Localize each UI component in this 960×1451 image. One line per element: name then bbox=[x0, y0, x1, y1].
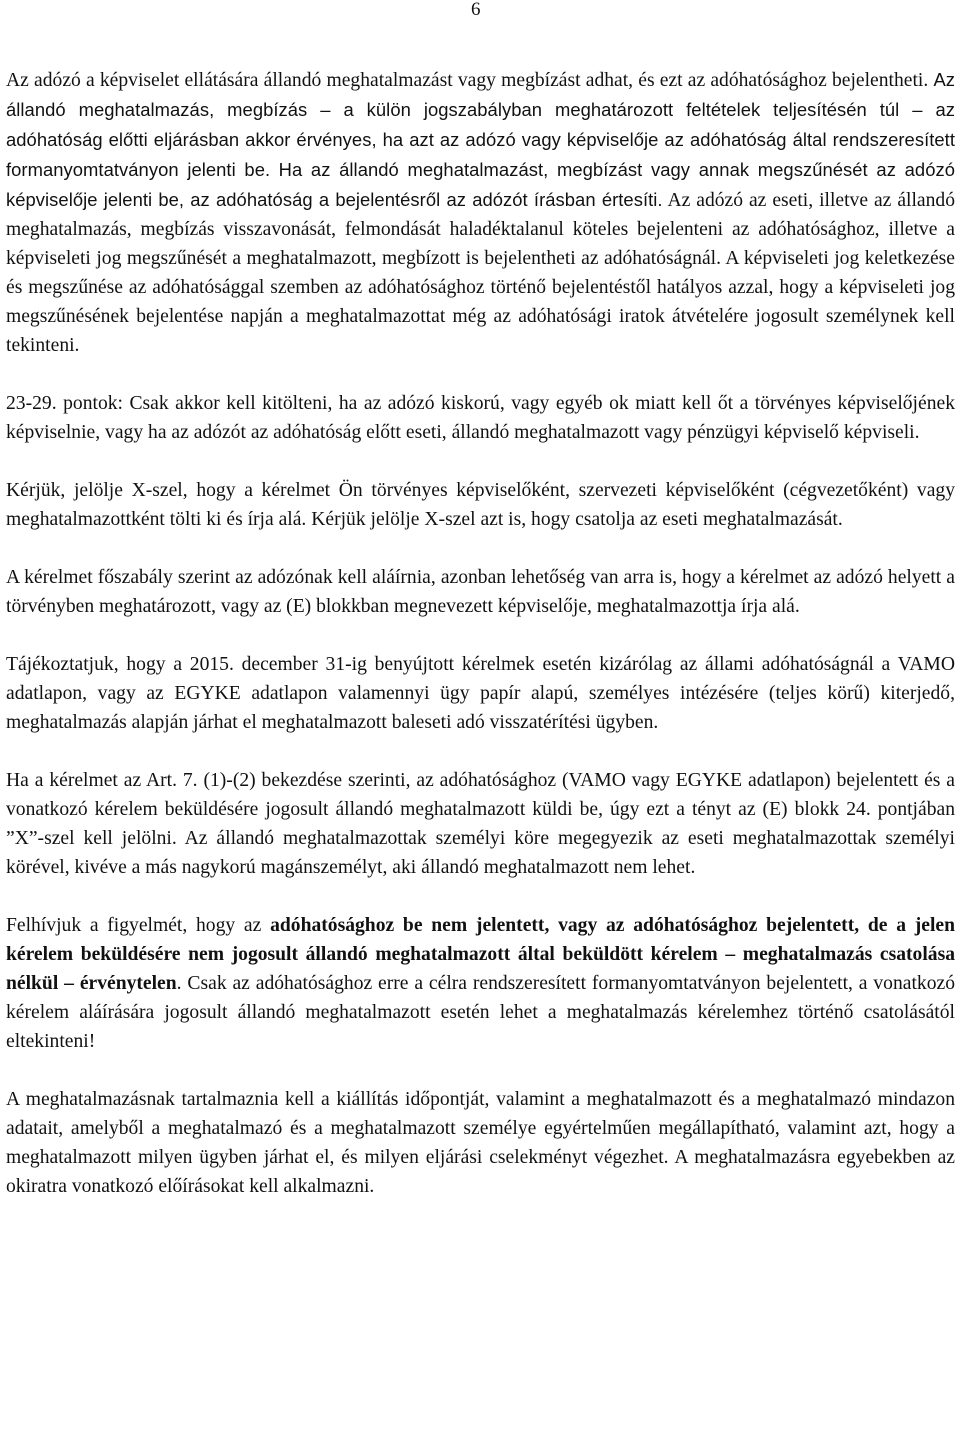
paragraph-points-23-29: 23-29. pontok: Csak akkor kell kitölteni, ha az adózó kiskorú, vagy egyéb ok miatt kell őt a törvényes képviselőjének képviselnie, vagy ha az adózót az adóhatóság előtt eseti, állandó meghatalmazott vagy pénzügyi képviselő képviseli. bbox=[6, 393, 955, 443]
sentence-standing-authorization: Az adózó a képviselet ellátására állandó meghatalmazást vagy megbízást adhat, és ezt az adóhatósághoz bejelentheti. bbox=[6, 70, 929, 91]
warning-lead: Felhívjuk a figyelmét, hogy az bbox=[6, 915, 271, 936]
paragraph-information-2015: Tájékoztatjuk, hogy a 2015. december 31-ig benyújtott kérelmek esetén kizárólag az állami adóhatóságnál a VAMO adatlapon, vagy az EGYKE adatlapon valamennyi ügy papír alapú, személyes intézésére (teljes körű) kiterjedő, meghatalmazás alapján járhat el meghatalmazott baleseti adó visszatérítési ügyben. bbox=[6, 654, 955, 733]
sentence-notification: Ha az állandó meghatalmazást, megbízást vagy annak megszűnését az adózó képviselője jelenti be, az adóhatóság a bejelentésről az adózót írásban értesíti. bbox=[6, 159, 956, 210]
warning-bold-text: adóhatósághoz be nem jelentett, vagy az adóhatósághoz bejelentett, de a jelen kérelem beküldésére nem jogosult állandó meghatalmazott által beküldött kérelem – meghatalmazás csatolása nélkül – érvénytelen bbox=[6, 915, 955, 994]
paragraph-warning bbox=[6, 911, 955, 1056]
document-body bbox=[6, 65, 955, 1201]
paragraph-art-7: Ha a kérelmet az Art. 7. (1)-(2) bekezdése szerinti, az adóhatósághoz (VAMO vagy EGYKE adatlapon) bejelentett és a vonatkozó kérelem beküldésére jogosult állandó meghatalmazott küldi be, úgy ezt a tényt az (E) blokk 24. pontjában ”X”-szel kell jelölni. Az állandó meghatalmazottak személyi köre megegyezik az eseti meghatalmazottak személyi körével, kivéve a más nagykorú magánszemélyt, aki állandó meghatalmazott nem lehet. bbox=[6, 770, 955, 878]
sentence-validity-conditions: Az állandó meghatalmazás, megbízás – a külön jogszabályban meghatározott feltételek teljesítésén túl – az adóhatóság előtti eljárásban akkor érvényes, ha azt az adózó vagy képviselője az adóhatóság által rendszeresített formanyomtatványon jelenti be. bbox=[6, 69, 955, 180]
sentence-revocation: Az adózó az eseti, illetve az állandó meghatalmazás, megbízás visszavonását, felmondását haladéktalanul köteles bejelenteni az adóhatósághoz, illetve a képviseleti jog megszűnését a meghatalmazott, megbízott is bejelentheti az adóhatóságnál. A képviseleti jog keletkezése és megszűnése az adóhatósággal szemben az adóhatósághoz történő bejelentéstől hatályos azzal, hogy a képviseleti jog megszűnésének bejelentése napján a meghatalmazottat még az adóhatósági iratok átvételére jogosult személynek kell tekinteni. bbox=[6, 190, 955, 356]
paragraph-mark-x: Kérjük, jelölje X-szel, hogy a kérelmet Ön törvényes képviselőként, szervezeti képviselőként (cégvezetőként) vagy meghatalmazottként tölti ki és írja alá. Kérjük jelölje X-szel azt is, hogy csatolja az eseti meghatalmazását. bbox=[6, 480, 955, 530]
paragraph-signature: A kérelmet főszabály szerint az adózónak kell aláírnia, azonban lehetőség van arra is, hogy a kérelmet az adózó helyett a törvényben meghatározott, vagy az (E) blokkban megnevezett képviselője, meghatalmazottja írja alá. bbox=[6, 567, 955, 617]
warning-tail: . Csak az adóhatósághoz erre a célra rendszeresített formanyomtatványon bejelentett, a vonatkozó kérelem aláírására jogosult állandó meghatalmazott esetén lehet a meghatalmazás kérelemhez történő csatolásától eltekinteni! bbox=[6, 973, 955, 1052]
paragraph-authorization-content: A meghatalmazásnak tartalmaznia kell a kiállítás időpontját, valamint a meghatalmazott és a meghatalmazó mindazon adatait, amelyből a meghatalmazó és a meghatalmazott személye egyértelműen megállapítható, valamint azt, hogy a meghatalmazott milyen ügyben járhat el, és milyen eljárási cselekményt végezhet. A meghatalmazásra egyebekben az okiratra vonatkozó előírásokat kell alkalmazni. bbox=[6, 1089, 955, 1197]
paragraph-representation bbox=[6, 65, 955, 360]
page-number: 6 bbox=[471, 0, 481, 20]
